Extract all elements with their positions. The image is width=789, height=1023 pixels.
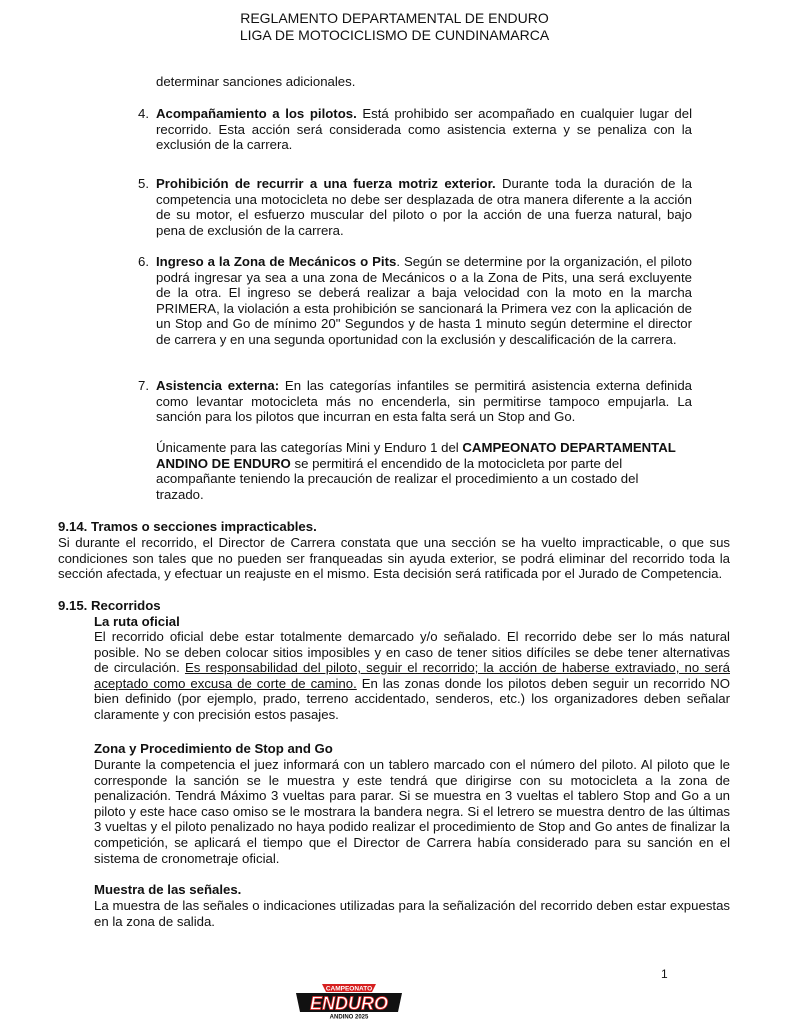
item-7-extra-post: se permitirá el encendido de la motocicleta por parte del acompañante teniendo la precaución de realizar el procedimiento a un costado del trazado. <box>156 455 639 502</box>
item-7-extra-bold: CAMPEONATO DEPARTAMENTAL ANDINO DE ENDURO <box>156 440 676 471</box>
item-5 <box>156 176 692 238</box>
item-7-extra-pre: Únicamente para las categorías Mini y Enduro 1 del <box>156 440 463 455</box>
logo-top-text: CAMPEONATO <box>325 985 373 993</box>
document-header <box>0 10 789 44</box>
page-number: 1 <box>661 967 668 981</box>
ruta-oficial-text-a: El recorrido oficial debe estar totalmente demarcado y/o señalado. El recorrido debe ser lo más natural posible. No se deben colocar sitios imposibles y en caso de tener sitios difíciles se debe tener alternativas de circulación. <box>94 629 730 676</box>
item-4-text: Está prohibido ser acompañado en cualquier lugar del recorrido. Esta acción será considerada como asistencia externa y se penaliza con la exclusión de la carrera. <box>156 106 692 153</box>
section-9-15-heading <box>58 598 730 614</box>
item-5-title: Prohibición de recurrir a una fuerza motriz exterior. <box>156 176 496 191</box>
item-4 <box>156 106 692 153</box>
item-7-number: 7. <box>138 378 149 393</box>
item-5-number: 5. <box>138 176 149 191</box>
ruta-oficial-paragraph <box>94 629 730 723</box>
section-9-14-heading-text: 9.14. Tramos o secciones impracticables. <box>58 519 317 534</box>
subheading-stop-and-go-text: Zona y Procedimiento de Stop and Go <box>94 741 333 756</box>
section-9-14-heading <box>58 519 730 535</box>
item-6 <box>156 254 692 348</box>
subheading-stop-and-go <box>94 741 730 757</box>
header-title: REGLAMENTO DEPARTAMENTAL DE ENDURO <box>240 10 549 26</box>
ruta-oficial-underlined: Es responsabilidad del piloto, seguir el recorrido; la acción de haberse extraviado, no será aceptado como excusa de corte de camino. <box>94 660 730 691</box>
item-4-number: 4. <box>138 106 149 121</box>
senales-paragraph: La muestra de las señales o indicaciones utilizadas para la señalización del recorrido deben estar expuestas en la zona de salida. <box>94 898 730 929</box>
enduro-logo <box>292 982 406 1020</box>
logo-bottom-text: ANDINO 2025 <box>329 1014 369 1020</box>
enduro-logo-graphic <box>292 982 406 1020</box>
item-6-number: 6. <box>138 254 149 269</box>
subheading-ruta-oficial <box>94 614 730 630</box>
subheading-ruta-oficial-text: La ruta oficial <box>94 614 180 629</box>
item-5-text: Durante toda la duración de la competencia una motocicleta no debe ser desplazada de otra manera diferente a la acción de su motor, el esfuerzo muscular del piloto o por la acción de una fuerza natural, bajo pena de exclusión de la carrera. <box>156 176 693 238</box>
subheading-senales-text: Muestra de las señales. <box>94 882 242 897</box>
section-9-15-heading-text: 9.15. Recorridos <box>58 598 161 613</box>
subheading-senales <box>94 882 730 898</box>
ruta-oficial-text-b: En las zonas donde los pilotos deben seguir un recorrido NO bien definido (por ejemplo, prado, terreno accidentado, senderos, etc.) los organizadores deben señalar claramente y con precisión estos pasajes. <box>94 675 730 722</box>
item-7-text: En las categorías infantiles se permitirá asistencia externa definida como levantar motocicleta más no encenderla, sin permitirse tampoco empujarla. La sanción para los pilotos que incurran en esta falta será un Stop and Go. <box>156 378 692 425</box>
item-6-text: . Según se determine por la organización, el piloto podrá ingresar ya sea a una zona de Mecánicos o a la Zona de Pits, una será excluyente de la otra. El ingreso se deberá realizar a baja velocidad con la moto en la marcha PRIMERA, la violación a esta prohibición se sancionará la Primera vez con la aplicación de un Stop and Go de mínimo 20" Segundos y de hasta 1 minuto según determine el director de carrera y en una segunda oportunidad con la exclusión y descalificación de la carrera. <box>156 254 692 347</box>
item-7-extra <box>156 440 676 502</box>
item-4-title: Acompañamiento a los pilotos. <box>156 106 357 121</box>
intro-text: determinar sanciones adicionales. <box>156 74 356 89</box>
item-6-title: Ingreso a la Zona de Mecánicos o Pits <box>156 254 397 269</box>
logo-main-text: ENDURO <box>309 993 389 1014</box>
stop-and-go-paragraph: Durante la competencia el juez informará con un tablero marcado con el número del piloto. Al piloto que le corresponde la sanción se le muestra y este tendrá que dirigirse con su motocicleta a la zona de penalización. Tendrá Máximo 3 vueltas para parar. Si se muestra en 3 vueltas el tablero Stop and Go a un piloto y este hace caso omiso se le mostrara la bandera negra. Si el letrero se muestra dentro de las últimas 3 vueltas y el piloto penalizado no haya podido realizar el procedimiento de Stop and Go antes de finalizar la competición, se aplicará el tiempo que el Director de Carrera había considerado para su sanción en el sistema de cronometraje oficial. <box>94 757 730 866</box>
header-subtitle: LIGA DE MOTOCICLISMO DE CUNDINAMARCA <box>239 27 550 43</box>
item-7-title: Asistencia externa: <box>156 378 280 393</box>
section-9-14-text: Si durante el recorrido, el Director de Carrera constata que una sección se ha vuelto impracticable, o que sus condiciones son tales que no pueden ser franqueadas sin ayuda exterior, se podrá eliminar del recorrido toda la sección afectada, y efectuar un reajuste en el mismo. Esta decisión será ratificada por el Jurado de Competencia. <box>58 535 730 582</box>
item-7 <box>156 378 692 425</box>
